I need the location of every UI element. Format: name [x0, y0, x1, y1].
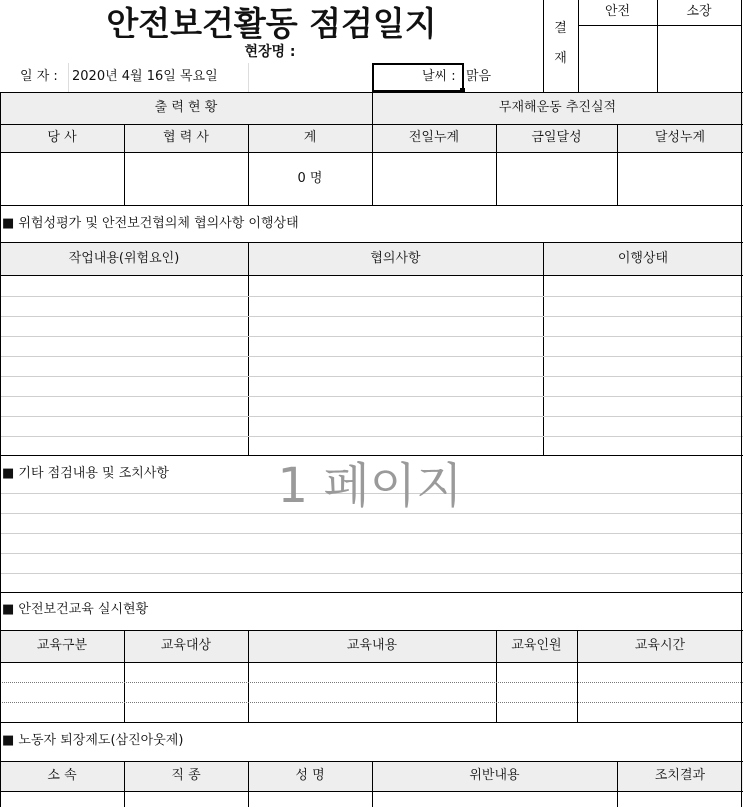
zero-accident-col-cumulative: 달성누계	[654, 130, 706, 145]
risk-col-status: 이행상태	[617, 251, 669, 266]
weather-label: 날씨 :	[422, 69, 456, 84]
site-name-label: 현장명 :	[244, 44, 296, 60]
risk-col-work: 작업내용(위험요인)	[68, 251, 180, 266]
education-col-time: 교육시간	[634, 638, 686, 653]
approval-manager-sign-cell[interactable]	[658, 26, 741, 92]
exit-section-title: ■ 노동자 퇴장제도(삼진아웃제)	[2, 733, 184, 748]
date-value[interactable]: 2020년 4월 16일 목요일	[72, 69, 218, 84]
education-col-people: 교육인원	[511, 638, 562, 653]
exit-col-action: 조치결과	[654, 768, 706, 783]
weather-value[interactable]: 맑음	[466, 69, 492, 84]
exit-col-affiliation: 소 속	[47, 768, 77, 783]
approval-safety-header: 안전	[604, 4, 631, 19]
education-col-target: 교육대상	[160, 638, 212, 653]
risk-section-title: ■ 위험성평가 및 안전보건협의체 협의사항 이행상태	[2, 216, 299, 231]
other-section-title: ■ 기타 점검내용 및 조치사항	[2, 466, 169, 481]
education-section-title: ■ 안전보건교육 실시현황	[2, 602, 149, 617]
page-watermark: 1 페이지	[277, 458, 463, 514]
approval-safety-sign-cell[interactable]	[579, 26, 657, 92]
date-label: 일 자 :	[20, 69, 58, 84]
approval-label-top: 결	[554, 21, 567, 36]
education-col-type: 교육구분	[36, 638, 88, 653]
attendance-header: 출 력 현 황	[154, 100, 218, 115]
risk-col-consult: 협의사항	[370, 251, 421, 266]
approval-label-bottom: 재	[554, 51, 567, 66]
exit-col-violation: 위반내용	[469, 768, 520, 783]
zero-accident-col-prev: 전일누계	[408, 130, 460, 145]
zero-accident-col-today: 금일달성	[531, 130, 582, 145]
approval-manager-header: 소장	[686, 4, 712, 19]
attendance-col-partner: 협 력 사	[163, 130, 209, 145]
attendance-col-company: 당 사	[47, 130, 77, 145]
exit-col-job: 직 종	[171, 768, 201, 783]
education-col-content: 교육내용	[346, 638, 398, 653]
document-title: 안전보건활동 점검일지	[106, 4, 437, 43]
attendance-total-value[interactable]: 0 명	[297, 171, 323, 186]
attendance-col-total: 계	[303, 130, 317, 145]
zero-accident-header: 무재해운동 추진실적	[498, 100, 617, 115]
exit-col-name: 성 명	[295, 768, 325, 783]
